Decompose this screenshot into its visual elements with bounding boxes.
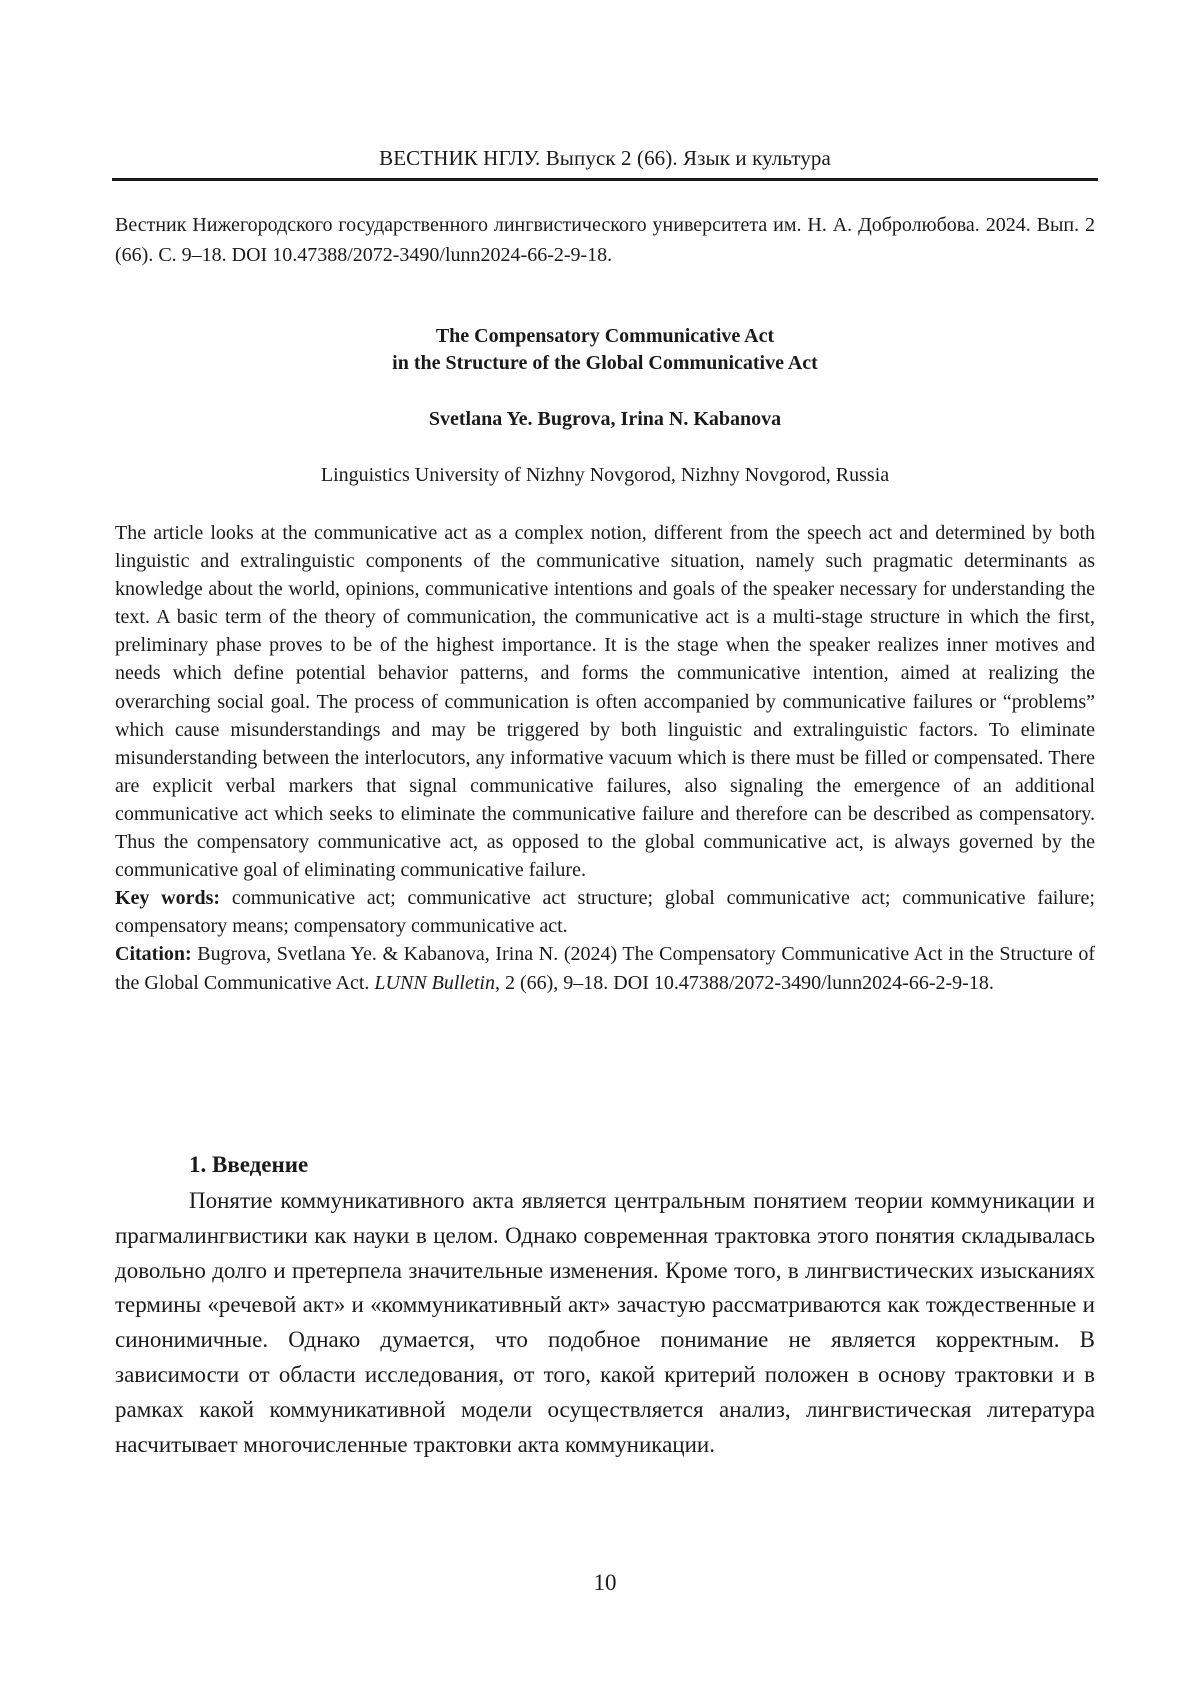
- article-title: [115, 323, 1095, 377]
- authors: Svetlana Ye. Bugrova, Irina N. Kabanova: [428, 408, 782, 430]
- citation-label: Citation:: [115, 943, 192, 966]
- running-header: ВЕСТНИК НГЛУ. Выпуск 2 (66). Язык и культура: [379, 146, 831, 170]
- keywords: [115, 884, 1095, 940]
- article-title-line-1: The Compensatory Communicative Act: [435, 325, 775, 347]
- affiliation: Linguistics University of Nizhny Novgorod, Nizhny Novgorod, Russia: [320, 464, 890, 486]
- page-number: 10: [593, 1570, 617, 1595]
- body-paragraph: Понятие коммуникативного акта является центральным понятием теории коммуникации и прагмалингвистики как науки в целом. Однако современная трактовка этого понятия складывалась довольно долго и претерпела значительные изменения. Кроме того, в лингвистических изысканиях термины «речевой акт» и «коммуникативный акт» зачастую рассматриваются как тождественные и синонимичные. Однако думается, что подобное понимание не является корректным. В зависимости от области исследования, от того, какой критерий положен в основу трактовки и в рамках какой коммуникативной модели осуществляется анализ, лингвистическая литература насчитывает многочисленные трактовки акта коммуникации.: [115, 1188, 1095, 1457]
- citation-text-1: Bugrova, Svetlana Ye. & Kabanova, Irina N. (2024) The Compensatory Communicative Act in the Structure of the Global Communicative Act.: [115, 943, 1095, 994]
- abstract-block: [115, 519, 1095, 997]
- keywords-label: Key words:: [115, 887, 221, 910]
- citation: [115, 940, 1095, 996]
- citation-journal: LUNN Bulletin: [374, 971, 495, 994]
- citation-text-2: , 2 (66), 9–18. DOI 10.47388/2072-3490/lunn2024-66-2-9-18.: [494, 971, 994, 994]
- header-rule: [112, 178, 1098, 181]
- abstract-text: The article looks at the communicative act as a complex notion, different from the speech act and determined by both linguistic and extralinguistic components of the communicative situation, namely such pragmatic determinants as knowledge about the world, opinions, communicative intentions and goals of the speaker necessary for understanding the text. A basic term of the theory of communication, the communicative act is a multi-stage structure in which the first, preliminary phase proves to be of the highest importance. It is the stage when the speaker realizes inner motives and needs which define potential behavior patterns, and forms the communicative intention, aimed at realizing the overarching social goal. The process of communication is often accompanied by communicative failures or “problems” which cause misunderstandings and may be triggered by both linguistic and extralinguistic factors. To eliminate misunderstanding between the interlocutors, any informative vacuum which is there must be filled or compensated. There are explicit verbal markers that signal communicative failures, also signaling the emergence of an additional communicative act which seeks to eliminate the communicative failure and therefore can be described as compensatory. Thus the compensatory communicative act, as opposed to the global communicative act, is always governed by the communicative goal of eliminating communicative failure.: [115, 522, 1095, 882]
- section-heading: 1. Введение: [189, 1152, 309, 1177]
- keywords-text: communicative act; communicative act structure; global communicative act; communicative failure; compensatory means; compensatory communicative act.: [115, 887, 1095, 938]
- article-title-line-2: in the Structure of the Global Communicative Act: [392, 352, 818, 374]
- body-text: [115, 1184, 1095, 1462]
- reference-line: Вестник Нижегородского государственного лингвистического университета им. Н. А. Добролюбова. 2024. Вып. 2 (66). С. 9–18. DOI 10.47388/2072-3490/lunn2024-66-2-9-18.: [115, 214, 1095, 266]
